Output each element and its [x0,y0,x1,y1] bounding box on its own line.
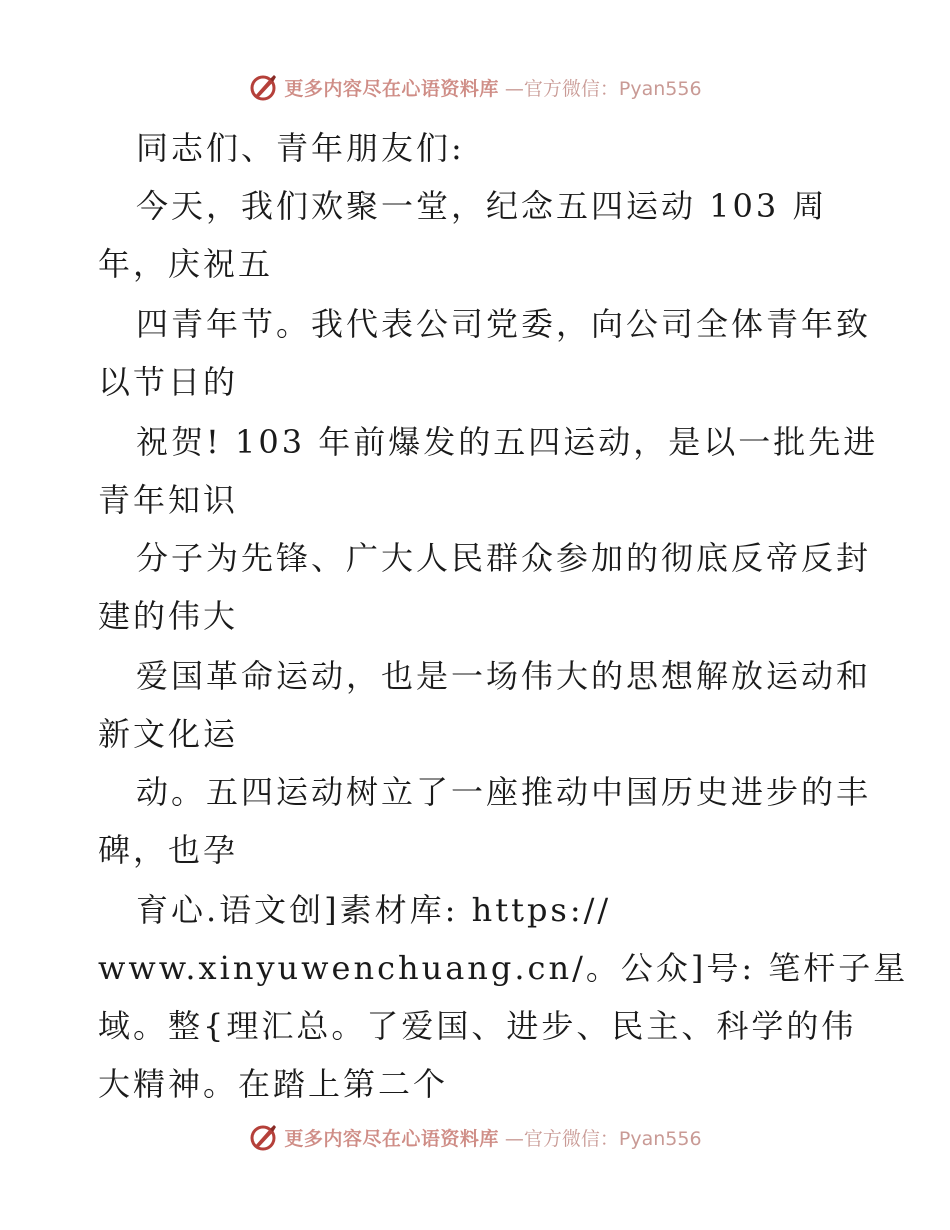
text-line: 祝贺! 103 年前爆发的五四运动，是以一批先进 [136,423,879,461]
text-line: 年，庆祝五 [98,245,274,283]
text-line: 青年知识 [98,481,239,519]
text-line: 分子为先锋、广大人民群众参加的彻底反帝反封 [136,539,872,577]
text-line: 新文化运 [98,715,239,753]
text-line: 域。整{理汇总。了爱国、进步、民主、科学的伟 [98,1007,857,1045]
banner-main-text: 更多内容尽在心语资料库 [284,77,499,100]
text-line: 碑，也孕 [98,831,239,869]
text-line: 爱国革命运动，也是一场伟大的思想解放运动和 [136,657,872,695]
text-line: 同志们、青年朋友们: [136,129,465,167]
banner-main-text: 更多内容尽在心语资料库 [284,1127,499,1150]
footer-banner [0,1122,950,1152]
text-line: 以节日的 [98,363,239,401]
pen-nib-logo-icon [248,1122,278,1152]
text-line: 建的伟大 [98,597,239,635]
text-line: 大精神。在踏上第二个 [98,1065,449,1103]
text-line: 四青年节。我代表公司党委，向公司全体青年致 [136,305,872,343]
text-line: 育心.语文创]素材库: https:// [136,891,612,929]
banner-contact-text: —官方微信：Pyan556 [504,77,702,100]
header-banner [0,72,950,102]
text-line: 动。五四运动树立了一座推动中国历史进步的丰 [136,773,872,811]
text-line: 今天，我们欢聚一堂，纪念五四运动 103 周 [136,187,828,225]
banner-contact-text: —官方微信：Pyan556 [504,1127,702,1150]
text-line: www.xinyuwenchuang.cn/。公众]号: 笔杆子星 [98,949,909,987]
pen-nib-logo-icon [248,72,278,102]
